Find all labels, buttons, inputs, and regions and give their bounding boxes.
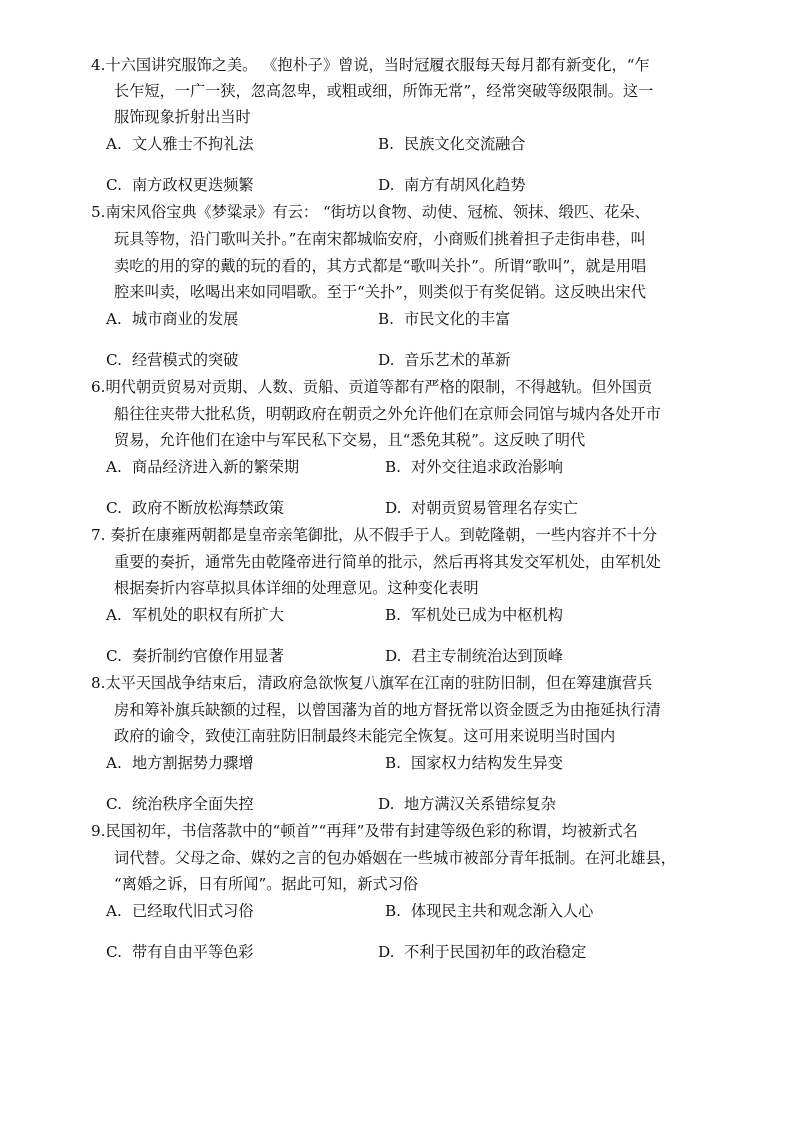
question-stem-line: 贸易，允许他们在途中与军民私下交易，且“悉免其税”。这反映了明代 — [114, 431, 586, 449]
option-text: 统治秩序全面失控 — [132, 795, 254, 813]
question-stem-line: 玩具等物，沿门歌叫关扑。”在南宋都城临安府，小商贩们挑着担子走街串巷，叫 — [114, 230, 646, 248]
option-label: D. — [378, 351, 395, 369]
option-text: 政府不断放松海禁政策 — [132, 499, 284, 517]
question-stem-line: 长乍短，一广一狭，忽高忽卑，或粗或细，所饰无常”，经常突破等级限制。这一 — [114, 82, 654, 100]
option-text: 南方有胡风化趋势 — [404, 176, 526, 194]
option-d[interactable] — [378, 939, 586, 965]
option-label: D. — [385, 499, 402, 517]
option-text: 南方政权更迭频繁 — [132, 176, 254, 194]
question-stem-line: 卖吃的用的穿的戴的玩的看的，其方式都是“歌叫关扑”。所谓“歌叫”，就是用唱 — [114, 257, 647, 275]
option-b[interactable] — [385, 898, 593, 924]
option-label: D. — [378, 176, 395, 194]
option-label: B. — [378, 310, 394, 328]
question-stem-line: 4.十六国讲究服饰之美。 《抱朴子》曾说，当时冠履衣服每天每月都有新变化，“乍 — [91, 56, 650, 74]
question-stem-line: 房和筹补旗兵缺额的过程，以曾国藩为首的地方督抚常以资金匮乏为由拖延执行清 — [114, 701, 661, 719]
question-stem-line: 船往往夹带大批私货，明朝政府在朝贡之外允许他们在京师会同馆与城内各处开市 — [114, 405, 661, 423]
option-c[interactable] — [106, 939, 254, 965]
option-text: 对外交往追求政治影响 — [411, 458, 563, 476]
option-b[interactable] — [378, 306, 510, 332]
option-a[interactable] — [106, 131, 254, 157]
question-stem-line: 腔来叫卖，吆喝出来如同唱歌。至于“关扑”，则类似于有奖促销。这反映出宋代 — [114, 283, 646, 301]
option-b[interactable] — [378, 131, 526, 157]
option-b[interactable] — [385, 602, 563, 628]
option-text: 体现民主共和观念渐入人心 — [411, 902, 594, 920]
option-label: C. — [106, 351, 122, 369]
question-stem-line: 政府的谕令，致使江南驻防旧制最终未能完全恢复。这可用来说明当时国内 — [114, 727, 616, 745]
option-text: 奏折制约官僚作用显著 — [132, 647, 284, 665]
option-label: A. — [106, 902, 122, 920]
option-b[interactable] — [385, 454, 563, 480]
option-text: 地方割据势力骤增 — [132, 754, 254, 772]
option-label: B. — [385, 902, 401, 920]
option-a[interactable] — [106, 750, 254, 776]
option-label: A. — [106, 606, 122, 624]
option-text: 城市商业的发展 — [132, 310, 239, 328]
option-d[interactable] — [385, 643, 563, 669]
option-label: B. — [385, 754, 401, 772]
option-c[interactable] — [106, 495, 284, 521]
option-c[interactable] — [106, 643, 284, 669]
option-b[interactable] — [385, 750, 563, 776]
question-stem-line: 5.南宋风俗宝典《梦粱录》有云： “街坊以食物、动使、冠梳、领抹、缎匹、花朵、 — [91, 203, 650, 221]
option-label: C. — [106, 499, 122, 517]
option-label: D. — [385, 647, 402, 665]
option-a[interactable] — [106, 898, 254, 924]
option-text: 国家权力结构发生异变 — [411, 754, 563, 772]
option-a[interactable] — [106, 454, 299, 480]
option-text: 对朝贡贸易管理名存实亡 — [411, 499, 579, 517]
question-stem-line: 重要的奏折，通常先由乾隆帝进行简单的批示，然后再将其发交军机处，由军机处 — [114, 553, 661, 571]
option-label: A. — [106, 135, 122, 153]
question-stem-line: 服饰现象折射出当时 — [114, 108, 251, 126]
question-stem-line: 词代替。父母之命、媒妁之言的包办婚姻在一些城市被部分青年抵制。在河北雄县， — [114, 849, 676, 867]
option-text: 市民文化的丰富 — [404, 310, 511, 328]
option-label: C. — [106, 176, 122, 194]
option-a[interactable] — [106, 306, 238, 332]
option-label: B. — [385, 606, 401, 624]
option-label: A. — [106, 458, 122, 476]
option-label: B. — [385, 458, 401, 476]
option-label: A. — [106, 754, 122, 772]
option-text: 军机处的职权有所扩大 — [132, 606, 284, 624]
option-text: 文人雅士不拘礼法 — [132, 135, 254, 153]
option-text: 君主专制统治达到顶峰 — [411, 647, 563, 665]
option-d[interactable] — [378, 172, 526, 198]
option-d[interactable] — [385, 495, 578, 521]
option-label: C. — [106, 647, 122, 665]
option-text: 不利于民国初年的政治稳定 — [404, 943, 587, 961]
option-text: 地方满汉关系错综复杂 — [404, 795, 556, 813]
option-c[interactable] — [106, 347, 238, 373]
question-stem-line: 6.明代朝贡贸易对贡期、人数、贡船、贡道等都有严格的限制，不得越轨。但外国贡 — [91, 378, 653, 396]
option-text: 经营模式的突破 — [132, 351, 239, 369]
question-stem-line: 7. 奏折在康雍两朝都是皇帝亲笔御批，从不假手于人。到乾隆朝，一些内容并不十分 — [91, 526, 658, 544]
option-text: 商品经济进入新的繁荣期 — [132, 458, 300, 476]
option-label: C. — [106, 943, 122, 961]
question-stem-line: “离婚之诉，日有所闻”。据此可知，新式习俗 — [114, 875, 419, 893]
question-stem-line: 8.太平天国战争结束后，清政府急欲恢复八旗军在江南的驻防旧制，但在筹建旗营兵 — [91, 674, 653, 692]
option-c[interactable] — [106, 172, 254, 198]
question-stem-line: 根据奏折内容草拟具体详细的处理意见。这种变化表明 — [114, 579, 479, 597]
option-a[interactable] — [106, 602, 284, 628]
option-label: D. — [378, 795, 395, 813]
option-d[interactable] — [378, 791, 556, 817]
option-label: C. — [106, 795, 122, 813]
option-text: 带有自由平等色彩 — [132, 943, 254, 961]
option-label: B. — [378, 135, 394, 153]
option-text: 音乐艺术的革新 — [404, 351, 511, 369]
option-c[interactable] — [106, 791, 254, 817]
option-text: 军机处已成为中枢机构 — [411, 606, 563, 624]
question-stem-line: 9.民国初年，书信落款中的“顿首”“再拜”及带有封建等级色彩的称谓，均被新式名 — [91, 822, 638, 840]
option-label: A. — [106, 310, 122, 328]
option-text: 已经取代旧式习俗 — [132, 902, 254, 920]
option-d[interactable] — [378, 347, 510, 373]
option-label: D. — [378, 943, 395, 961]
option-text: 民族文化交流融合 — [404, 135, 526, 153]
